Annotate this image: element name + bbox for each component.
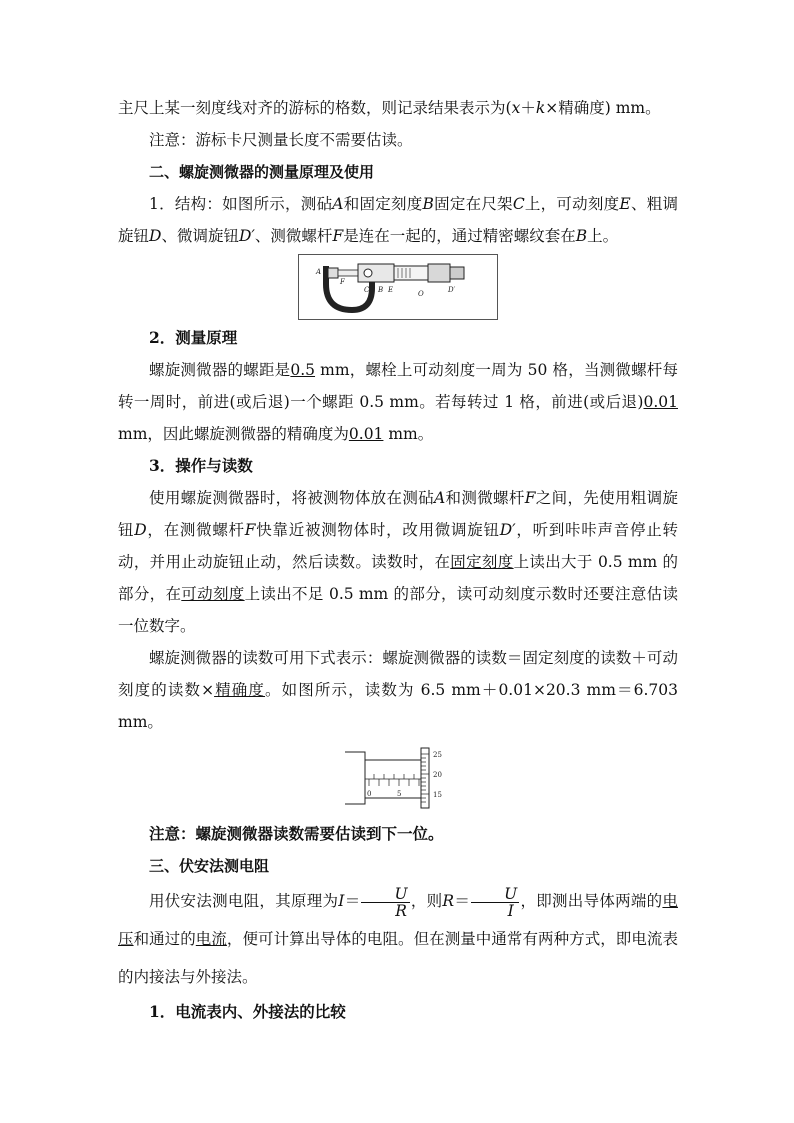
main-scale-label-5: 5 [397,790,402,798]
vernier-result-paragraph: 主尺上某一刻度线对齐的游标的格数，则记录结果表示为(x＋k×精确度) mm。 [118,99,661,117]
ammeter-comparison-heading: 1．电流表内、外接法的比较 [149,1002,346,1021]
figure-label-A: A [316,268,322,276]
principle-paragraph: 螺旋测微器的螺距是0.5 mm，螺栓上可动刻度一周为 50 格，当测微螺杆每转一周时，前进(或后退)一个螺距 0.5 mm。若每转过 1 格，前进(或后退)0.01 mm，因此螺旋测微器的精确度为0.01 mm。 [118,361,678,443]
main-scale-label-0: 0 [367,790,372,798]
thimble-label-20: 20 [433,771,442,779]
figure-label-F: F [340,278,345,286]
fraction-U-over-I: $\frac{U}{I}$ [471,886,519,919]
thimble-label-25: 25 [433,751,442,759]
voltammetry-paragraph: 用伏安法测电阻，其原理为I＝ $\frac{U}{R}$ ，则R＝ $\frac{U}{I}$ ，即测出导体两端的电压和通过的电流，便可计算出导体的电阻。但在测量中通常有两种方式，即电流表的内接法与外接法。 [118,884,678,986]
document-page [118,92,678,1028]
micrometer-structure-paragraph: 1．结构：如图所示，测砧A和固定刻度B固定在尺架C上，可动刻度E、粗调旋钮D、微调旋钮D′、测微螺杆F是连在一起的，通过精密螺纹套在B上。 [118,195,678,245]
micrometer-note: 注意：螺旋测微器读数需要估读到下一位。 [149,824,444,843]
figure-label-B: B [378,286,384,294]
figure-label-E: E [388,286,394,294]
thimble-label-15: 15 [433,791,442,799]
principle-heading: 2．测量原理 [149,328,238,347]
vernier-note: 注意：游标卡尺测量长度不需要估读。 [149,131,413,149]
figure-label-Dprime: D′ [448,286,456,294]
micrometer-reading-figure [343,746,453,810]
operation-heading: 3．操作与读数 [149,456,253,475]
fraction-U-over-R: $\frac{U}{R}$ [361,886,409,919]
formula-paragraph: 螺旋测微器的读数可用下式表示：螺旋测微器的读数＝固定刻度的读数＋可动刻度的读数×精确度。如图所示，读数为 6.5 mm＋0.01×20.3 mm＝6.703 mm。 [118,649,678,731]
operation-paragraph: 使用螺旋测微器时，将被测物体放在测砧A和测微螺杆F之间，先使用粗调旋钮D，在测微螺杆F快靠近被测物体时，改用微调旋钮D′，听到咔咔声音停止转动，并用止动旋钮止动，然后读数。读数时，在固定刻度上读出大于 0.5 mm 的部分，在可动刻度上读出不足 0.5 mm 的部分，读可动刻度示数时还要注意估读一位数字。 [118,489,678,635]
section-heading-micrometer: 二、螺旋测微器的测量原理及使用 [149,163,375,181]
section-heading-voltammetry: 三、伏安法测电阻 [149,857,270,875]
figure-label-C: C [364,286,370,294]
micrometer-structure-figure [298,254,498,320]
figure-label-O: O [418,290,424,298]
